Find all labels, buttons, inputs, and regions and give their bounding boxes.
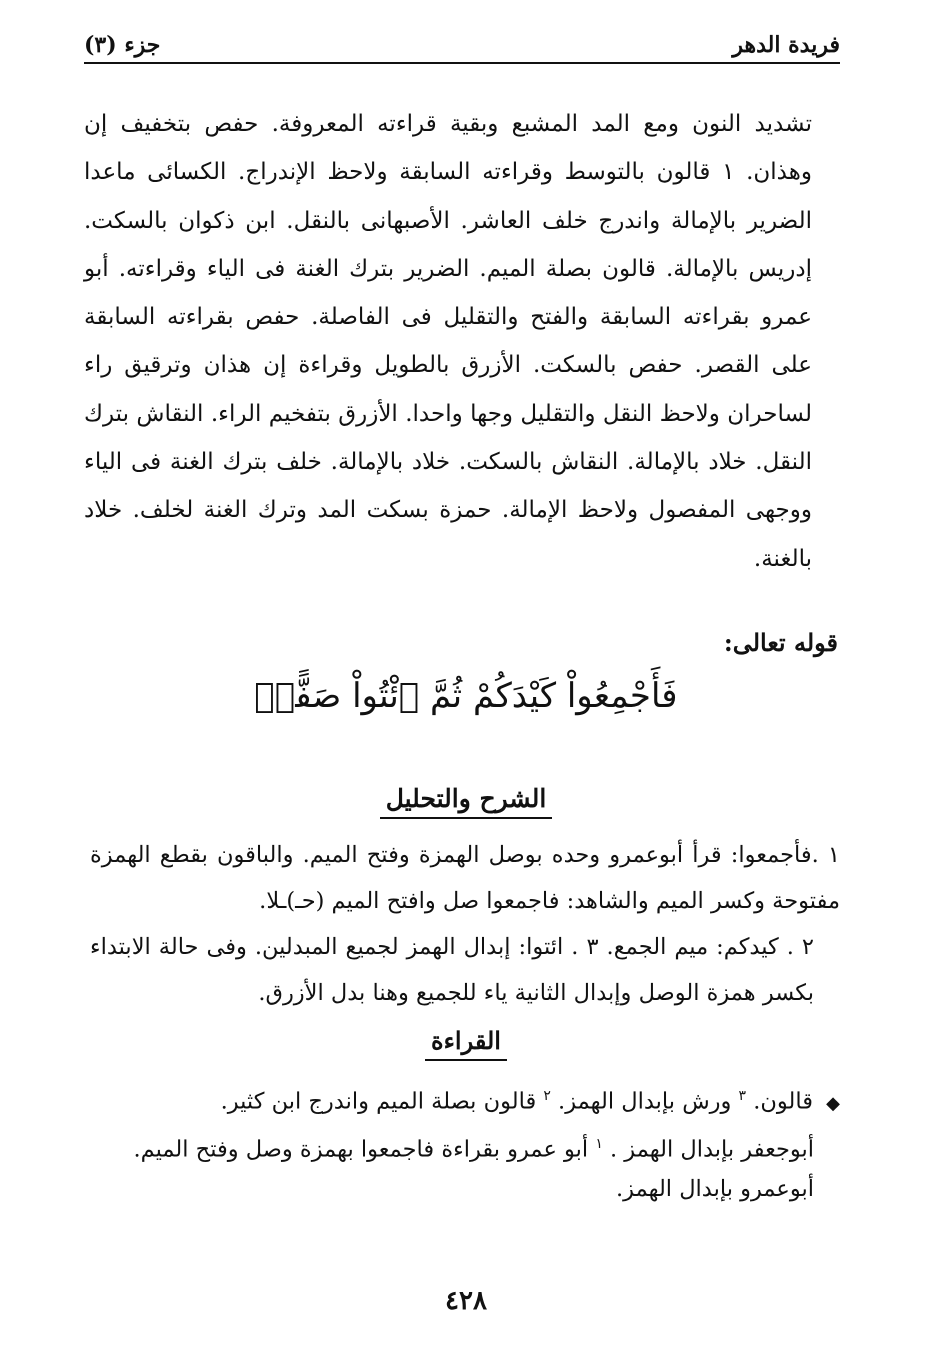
qiraa-line-1-part-a: قالون. [753, 1088, 813, 1115]
footnote-number: ٢ [543, 1088, 551, 1104]
sharh-block [90, 832, 840, 1016]
main-paragraph: تشديد النون ومع المد المشبع وبقية قراءته المعروفة. حفص بتخفيف إن وهذان. ١ قالون بالتوسط وقراءته السابقة ولاحظ الإندراج. الكسائى ماعدا الضرير بالإمالة واندرج خلف العاشر. الأصبهانى بالنقل. ابن ذكوان بالسكت. إدريس بالإمالة. قالون بصلة الميم. الضرير بترك الغنة فى الياء وقراءته. أبو عمرو بقراءته السابقة والفتح والتقليل فى الفاصلة. حفص بقراءته السابقة على القصر. حفص بالسكت. الأزرق بالطويل وقراءة إن هذان وترقيق راء لساحران ولاحظ النقل والتقليل وجها واحدا. الأزرق بتفخيم الراء. النقاش بترك النقل. خلاد بالإمالة. النقاش بالسكت. خلاد بالإمالة. خلف بترك الغنة فى الياء ووجهى المفصول ولاحظ الإمالة. حمزة بسكت المد وترك الغنة لخلف. خلاد بالغنة. [84, 111, 812, 572]
qiraa-block [92, 1076, 840, 1209]
qiraa-line-1 [92, 1076, 840, 1124]
page-number: ٤٢٨ [445, 1286, 487, 1316]
diamond-bullet-icon: ◆ [826, 1092, 840, 1114]
book-title: فريدة الدهر [732, 32, 840, 58]
footnote-number: ٣ [738, 1088, 747, 1104]
qiraa-line-3: أبوعمرو بإبدال الهمز. [616, 1176, 814, 1202]
qiraa-section-title [0, 1026, 932, 1061]
main-paragraph-block [84, 100, 812, 583]
sharh-title-text: الشرح والتحليل [380, 784, 553, 819]
sharh-item-2: ٢ . كيدكم: ميم الجمع. ٣ . ائتوا: إبدال الهمز لجميع المبدلين. وفى حالة الابتداء بكسر همزة الوصل وإبدال الثانية ياء للجميع وهنا بدل الأزرق. [90, 934, 814, 1006]
qiraa-line-1-part-b: ورش بإبدال الهمز. [558, 1088, 732, 1115]
qawl-heading: قوله تعالى: [723, 628, 838, 657]
qiraa-line-2-part-a: أبوجعفر بإبدال الهمز . [610, 1136, 814, 1162]
quran-verse: فَأَجْمِعُواْ كَيْدَكُمْ ثُمَّ ٱئْتُواْ صَفًّاۚ [254, 676, 678, 716]
qiraa-line-2 [92, 1124, 840, 1170]
sharh-item-1: ١ .فأجمعوا: قرأ أبوعمرو وحده بوصل الهمزة وفتح الميم. والباقون بقطع الهمزة مفتوحة وكسر الميم والشاهد: فاجمعوا صل وافتح الميم (حـ)ـلا. [90, 842, 840, 914]
footnote-number: ١ [595, 1135, 603, 1152]
volume-label: جزء (٣) [84, 32, 161, 58]
qiraa-title-text: القراءة [425, 1026, 507, 1061]
qiraa-line-1-part-c: قالون بصلة الميم واندرج ابن كثير. [220, 1088, 537, 1115]
running-header [84, 28, 840, 64]
sharh-section-title [0, 784, 932, 819]
qiraa-line-2-part-b: أبو عمرو بقراءة فاجمعوا بهمزة وصل وفتح الميم. [133, 1136, 589, 1162]
